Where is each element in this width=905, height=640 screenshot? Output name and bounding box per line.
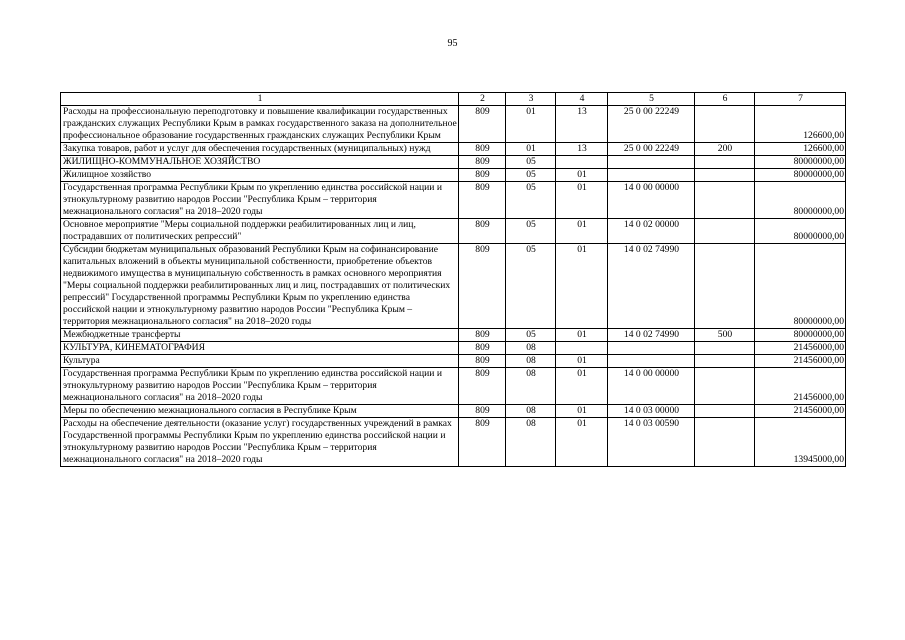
cell-grbs: 809 [459, 368, 506, 405]
cell-expense-type [695, 219, 755, 244]
cell-subsection: 01 [556, 368, 608, 405]
cell-section: 05 [506, 329, 556, 342]
cell-name: Меры по обеспечению межнационального согласия в Республике Крым [61, 405, 459, 418]
cell-section: 08 [506, 405, 556, 418]
cell-subsection [556, 156, 608, 169]
header-cell: 3 [506, 93, 556, 106]
cell-grbs: 809 [459, 342, 506, 355]
cell-grbs: 809 [459, 405, 506, 418]
cell-expense-type [695, 106, 755, 143]
cell-target-article [608, 355, 695, 368]
cell-section: 08 [506, 368, 556, 405]
cell-subsection: 01 [556, 418, 608, 467]
cell-target-article: 14 0 02 00000 [608, 219, 695, 244]
cell-section: 05 [506, 156, 556, 169]
table-row [61, 244, 846, 329]
cell-name: Государственная программа Республики Крым по укреплению единства российской нации и этнокультурному развитию народов России "Республика Крым – территория межнационального согласия" на 2018–2020 годы [61, 368, 459, 405]
table-row [61, 169, 846, 182]
table-row [61, 143, 846, 156]
cell-expense-type [695, 418, 755, 467]
table-row [61, 106, 846, 143]
cell-target-article: 14 0 00 00000 [608, 182, 695, 219]
header-cell: 5 [608, 93, 695, 106]
cell-target-article: 14 0 02 74990 [608, 329, 695, 342]
cell-amount: 21456000,00 [755, 355, 846, 368]
cell-amount: 80000000,00 [755, 219, 846, 244]
cell-expense-type [695, 156, 755, 169]
cell-expense-type [695, 342, 755, 355]
cell-subsection: 01 [556, 329, 608, 342]
cell-amount: 21456000,00 [755, 368, 846, 405]
cell-subsection: 01 [556, 405, 608, 418]
cell-name: ЖИЛИЩНО-КОММУНАЛЬНОЕ ХОЗЯЙСТВО [61, 156, 459, 169]
cell-subsection: 01 [556, 355, 608, 368]
cell-section: 05 [506, 182, 556, 219]
cell-section: 05 [506, 169, 556, 182]
table-row [61, 342, 846, 355]
cell-subsection: 01 [556, 219, 608, 244]
cell-target-article [608, 156, 695, 169]
cell-name: Культура [61, 355, 459, 368]
cell-section: 01 [506, 106, 556, 143]
cell-name: Субсидии бюджетам муниципальных образований Республики Крым на софинансирование капитальных вложений в объекты муниципальной собственности, приобретение объектов недвижимого имущества в муниципальную собственность в рамках основного мероприятия "Меры социальной поддержки реабилитированных лиц и лиц, пострадавших от политических репрессий" Государственной программы Республики Крым по укреплению единства российской нации и этнокультурному развитию народов России "Республика Крым – территория межнационального согласия" на 2018–2020 годы [61, 244, 459, 329]
cell-grbs: 809 [459, 219, 506, 244]
cell-name: КУЛЬТУРА, КИНЕМАТОГРАФИЯ [61, 342, 459, 355]
cell-expense-type [695, 244, 755, 329]
cell-target-article: 25 0 00 22249 [608, 143, 695, 156]
cell-grbs: 809 [459, 329, 506, 342]
cell-subsection: 01 [556, 182, 608, 219]
cell-name: Основное мероприятие "Меры социальной поддержки реабилитированных лиц и лиц, пострадавших от политических репрессий" [61, 219, 459, 244]
cell-section: 08 [506, 418, 556, 467]
cell-target-article [608, 169, 695, 182]
cell-name: Расходы на профессиональную переподготовку и повышение квалификации государственных гражданских служащих Республики Крым в рамках государственного заказа на дополнительное профессиональное образование государственных гражданских служащих Республики Крым [61, 106, 459, 143]
cell-name: Закупка товаров, работ и услуг для обеспечения государственных (муниципальных) нужд [61, 143, 459, 156]
cell-amount: 80000000,00 [755, 169, 846, 182]
cell-section: 05 [506, 219, 556, 244]
cell-grbs: 809 [459, 106, 506, 143]
cell-name: Жилищное хозяйство [61, 169, 459, 182]
cell-section: 05 [506, 244, 556, 329]
cell-name: Расходы на обеспечение деятельности (оказание услуг) государственных учреждений в рамках Государственной программы Республики Крым по укреплению единства российской нации и этнокультурному развитию народов России "Республика Крым – территория межнационального согласия" на 2018–2020 годы [61, 418, 459, 467]
page-number: 95 [447, 38, 458, 49]
cell-expense-type [695, 182, 755, 219]
cell-amount: 80000000,00 [755, 182, 846, 219]
cell-grbs: 809 [459, 355, 506, 368]
table-row [61, 368, 846, 405]
cell-name: Межбюджетные трансферты [61, 329, 459, 342]
cell-target-article: 14 0 03 00590 [608, 418, 695, 467]
cell-subsection: 13 [556, 106, 608, 143]
cell-grbs: 809 [459, 182, 506, 219]
cell-grbs: 809 [459, 169, 506, 182]
cell-target-article: 14 0 03 00000 [608, 405, 695, 418]
header-cell: 7 [755, 93, 846, 106]
table-row [61, 182, 846, 219]
table-row [61, 355, 846, 368]
header-cell: 2 [459, 93, 506, 106]
cell-target-article: 25 0 00 22249 [608, 106, 695, 143]
budget-table [60, 92, 846, 467]
table-row [61, 405, 846, 418]
cell-expense-type [695, 368, 755, 405]
cell-section: 08 [506, 355, 556, 368]
table-row [61, 329, 846, 342]
cell-target-article [608, 342, 695, 355]
table-row [61, 418, 846, 467]
table-row [61, 156, 846, 169]
cell-section: 08 [506, 342, 556, 355]
cell-subsection: 13 [556, 143, 608, 156]
cell-name: Государственная программа Республики Крым по укреплению единства российской нации и этнокультурному развитию народов России "Республика Крым – территория межнационального согласия" на 2018–2020 годы [61, 182, 459, 219]
cell-amount: 126600,00 [755, 143, 846, 156]
cell-grbs: 809 [459, 143, 506, 156]
header-cell: 1 [61, 93, 459, 106]
cell-expense-type: 200 [695, 143, 755, 156]
cell-amount: 13945000,00 [755, 418, 846, 467]
cell-grbs: 809 [459, 244, 506, 329]
cell-subsection: 01 [556, 169, 608, 182]
cell-amount: 21456000,00 [755, 405, 846, 418]
cell-target-article: 14 0 00 00000 [608, 368, 695, 405]
cell-amount: 21456000,00 [755, 342, 846, 355]
cell-subsection: 01 [556, 244, 608, 329]
table-row [61, 219, 846, 244]
cell-section: 01 [506, 143, 556, 156]
header-cell: 4 [556, 93, 608, 106]
cell-amount: 80000000,00 [755, 244, 846, 329]
cell-amount: 80000000,00 [755, 329, 846, 342]
table-header-row [61, 93, 846, 106]
header-cell: 6 [695, 93, 755, 106]
cell-target-article: 14 0 02 74990 [608, 244, 695, 329]
cell-expense-type [695, 355, 755, 368]
cell-subsection [556, 342, 608, 355]
cell-expense-type [695, 169, 755, 182]
cell-expense-type: 500 [695, 329, 755, 342]
cell-amount: 126600,00 [755, 106, 846, 143]
cell-grbs: 809 [459, 418, 506, 467]
cell-grbs: 809 [459, 156, 506, 169]
cell-amount: 80000000,00 [755, 156, 846, 169]
cell-expense-type [695, 405, 755, 418]
